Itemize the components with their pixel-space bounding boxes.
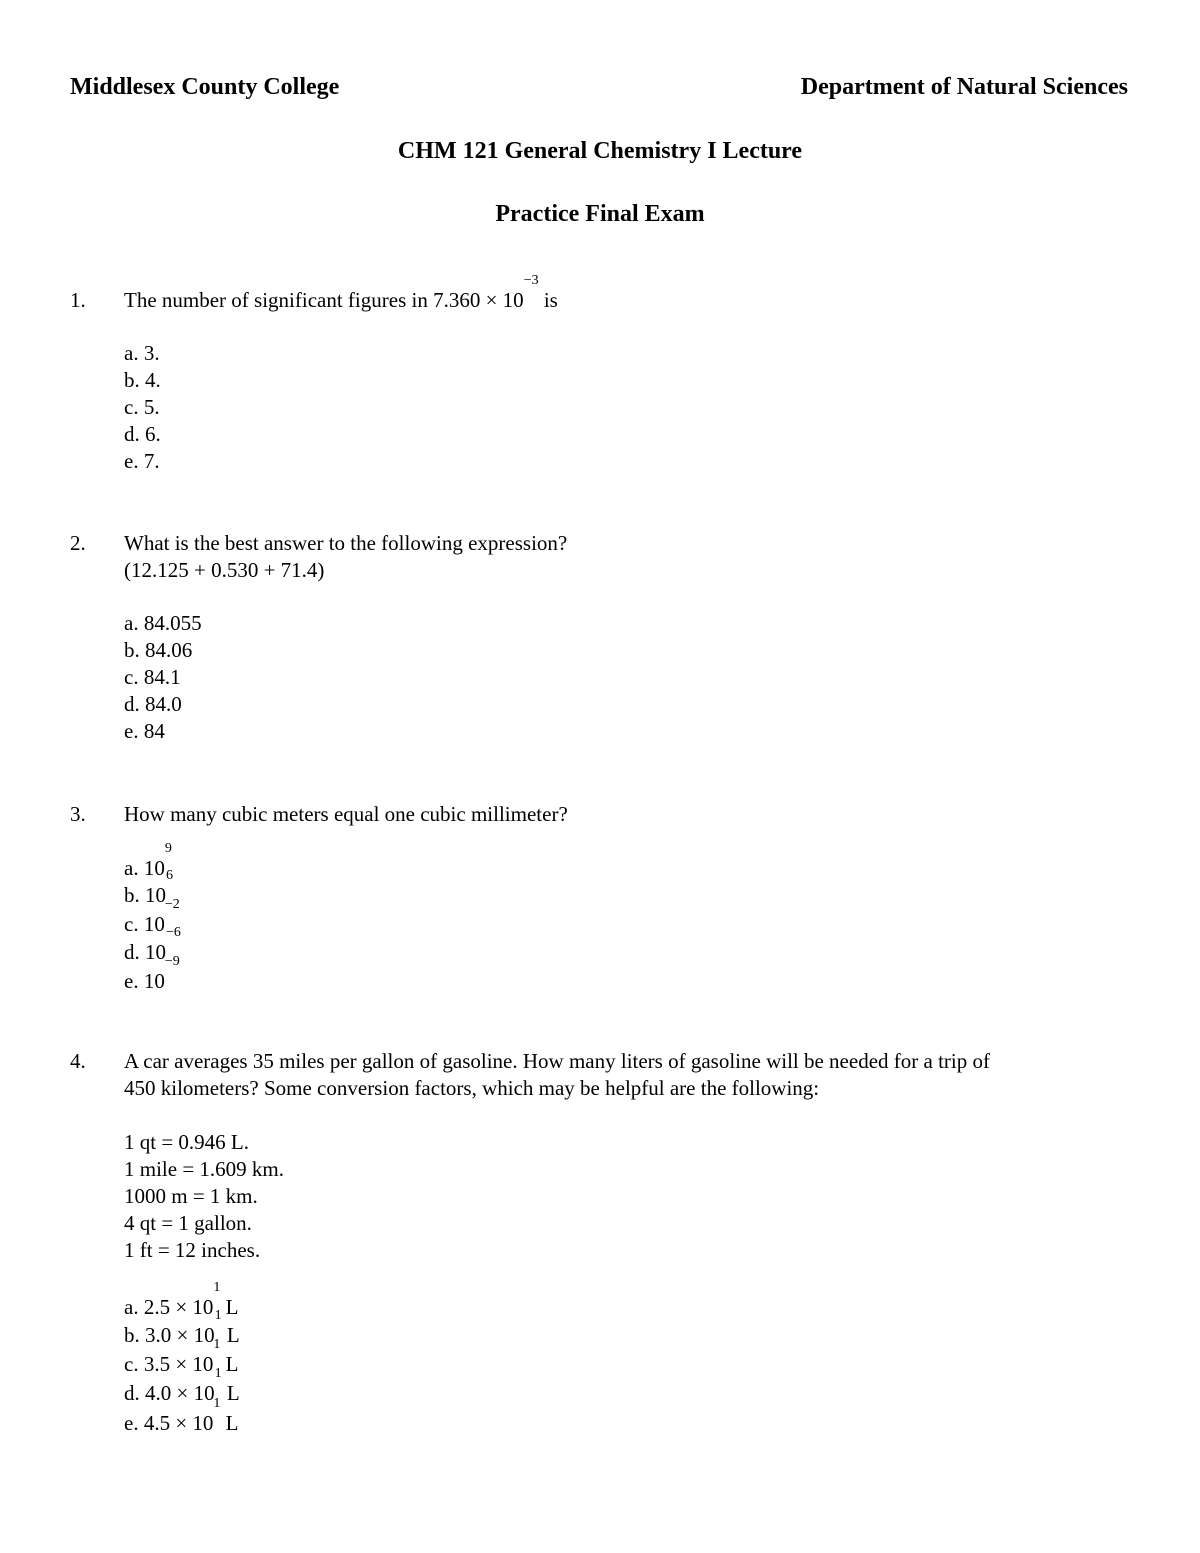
conversion-factor: 4 qt = 1 gallon. <box>124 1211 252 1235</box>
conversion-factor: 1 mile = 1.609 km. <box>124 1157 285 1181</box>
question-prompt: The number of significant figures in $7.360 \times 10^{-3}$ is <box>124 273 558 312</box>
answer-option: a. 84.055 <box>124 611 202 635</box>
question-prompt: How many cubic meters equal one cubic millimeter? <box>124 802 568 826</box>
conversion-factor: 1000 m = 1 km. <box>124 1184 258 1208</box>
question-prompt: What is the best answer to the following expression? <box>124 531 568 555</box>
answer-option: b. 4. <box>124 368 161 392</box>
answer-option: c. $10^{-2}$ <box>124 897 180 936</box>
answer-option: b. $3.0 \times 10^1$ L <box>124 1308 240 1347</box>
department-name: Department of Natural Sciences <box>800 74 1128 100</box>
answer-option: a. $10^9$ <box>124 841 172 880</box>
conversion-factor: 1 ft = 12 inches. <box>124 1238 261 1262</box>
answer-option: d. $4.0 \times 10^1$ L <box>124 1366 240 1405</box>
question-prompt: A car averages 35 miles per gallon of gasoline. How many liters of gasoline will be needed for a trip of <box>124 1049 990 1073</box>
answer-option: e. $4.5 \times 10^1$ L <box>124 1396 239 1435</box>
question-prompt-continued: 450 kilometers? Some conversion factors, which may be helpful are the following: <box>124 1076 820 1100</box>
answer-option: c. 84.1 <box>124 665 181 689</box>
question-number: 3. <box>70 802 86 826</box>
question-number: 2. <box>70 531 86 555</box>
college-name: Middlesex County College <box>70 74 340 100</box>
answer-option: a. 3. <box>124 341 160 365</box>
course-title: CHM 121 General Chemistry I Lecture <box>397 138 803 164</box>
answer-option: d. $10^{-6}$ <box>124 925 181 964</box>
question-expression: (12.125 + 0.530 + 71.4) <box>124 558 325 582</box>
question-number: 1. <box>70 288 86 312</box>
answer-option: e. 84 <box>124 719 165 743</box>
answer-option: a. $2.5 \times 10^1$ L <box>124 1280 239 1319</box>
answer-option: b. 84.06 <box>124 638 193 662</box>
answer-option: c. 5. <box>124 395 160 419</box>
answer-option: b. $10^6$ <box>124 868 173 907</box>
answer-option: c. $3.5 \times 10^1$ L <box>124 1337 239 1376</box>
conversion-factor: 1 qt = 0.946 L. <box>124 1130 250 1154</box>
answer-option: d. 6. <box>124 422 161 446</box>
answer-option: e. 7. <box>124 449 160 473</box>
question-number: 4. <box>70 1049 86 1073</box>
answer-option: e. $10^{-9}$ <box>124 954 180 993</box>
answer-option: d. 84.0 <box>124 692 182 716</box>
exam-title: Practice Final Exam <box>495 201 705 227</box>
